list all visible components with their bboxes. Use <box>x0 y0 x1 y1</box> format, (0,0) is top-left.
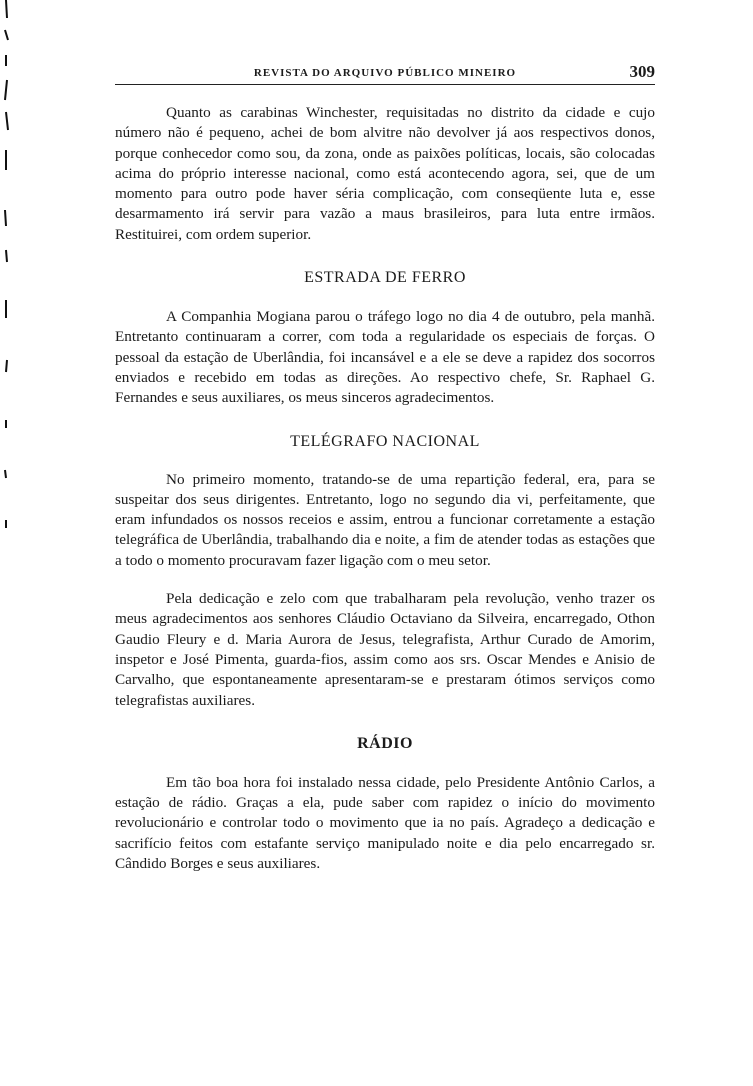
page-number: 309 <box>629 62 655 81</box>
body-text <box>115 103 655 874</box>
estrada-paragraph: A Companhia Mogiana parou o tráfego logo no dia 4 de outubro, pela manhã. Entretanto continuaram a correr, com toda a regularidade os especiais de forças. O pessoal da estação de Uberlândia, foi incansável e a ele se deve a rapidez dos socorros enviados e recebido em todas as direções. Ao respectivo chefe, Sr. Raphael G. Fernandes e seus auxiliares, os meus sinceros agradecimentos. <box>115 308 655 407</box>
section-heading-estrada-de-ferro: ESTRADA DE FERRO <box>304 269 466 287</box>
section-heading-radio: RÁDIO <box>357 734 413 752</box>
running-header <box>115 58 655 85</box>
telegrafo-paragraph-1: No primeiro momento, tratando-se de uma repartição federal, era, para se suspeitar dos seus dirigentes. Entretanto, logo no segundo dia vi, perfeitamente, que eram infundados os nossos receios e assim, entrou a funcionar corretamente a estação telegráfica de Uberlândia, trabalhando dia e noite, a fim de atender todas as estações que a todo o momento procuravam fazer ligação com o meu setor. <box>115 470 655 569</box>
binding-edge-marks <box>0 0 12 1086</box>
running-title: REVISTA DO ARQUIVO PÚBLICO MINEIRO <box>253 67 517 79</box>
section-heading-telegrafo-nacional: TELÉGRAFO NACIONAL <box>290 432 480 450</box>
intro-paragraph: Quanto as carabinas Winchester, requisitadas no distrito da cidade e cujo número não é pequeno, achei de bom alvitre não devolver já aos respectivos donos, porque conhecedor como sou, da zona, onde as paixões políticas, locais, são colocadas acima do próprio interesse nacional, como está acontecendo agora, sei, que de um momento para outro pode haver séria complicação, com conseqüente luta e, esse desarmamento irá servir para vazão a maus brasileiros, para luta entre irmãos. Restituirei, com ordem superior. <box>115 104 655 243</box>
document-page <box>115 58 655 874</box>
radio-paragraph: Em tão boa hora foi instalado nessa cidade, pelo Presidente Antônio Carlos, a estação de rádio. Graças a ela, pude saber com rapidez o início do movimento revolucionário e controlar todo o movimento que ia no país. Agradeço a dedicação e sacrifício feitos com estafante serviço manipulado noite e dia pelo encarregado sr. Cândido Borges e seus auxiliares. <box>115 773 655 873</box>
telegrafo-paragraph-2: Pela dedicação e zelo com que trabalharam pela revolução, venho trazer os meus agradecimentos aos senhores Cláudio Octaviano da Silveira, encarregado, Othon Gaudio Fleury e d. Maria Aurora de Jesus, telegrafista, Arthur Curado de Amorim, inspetor e José Pimenta, guarda-fios, assim como aos srs. Oscar Mendes e Anisio de Carvalho, que espontaneamente apresentaram-se e prestaram ótimos serviços como telegrafistas auxiliares. <box>115 590 655 709</box>
